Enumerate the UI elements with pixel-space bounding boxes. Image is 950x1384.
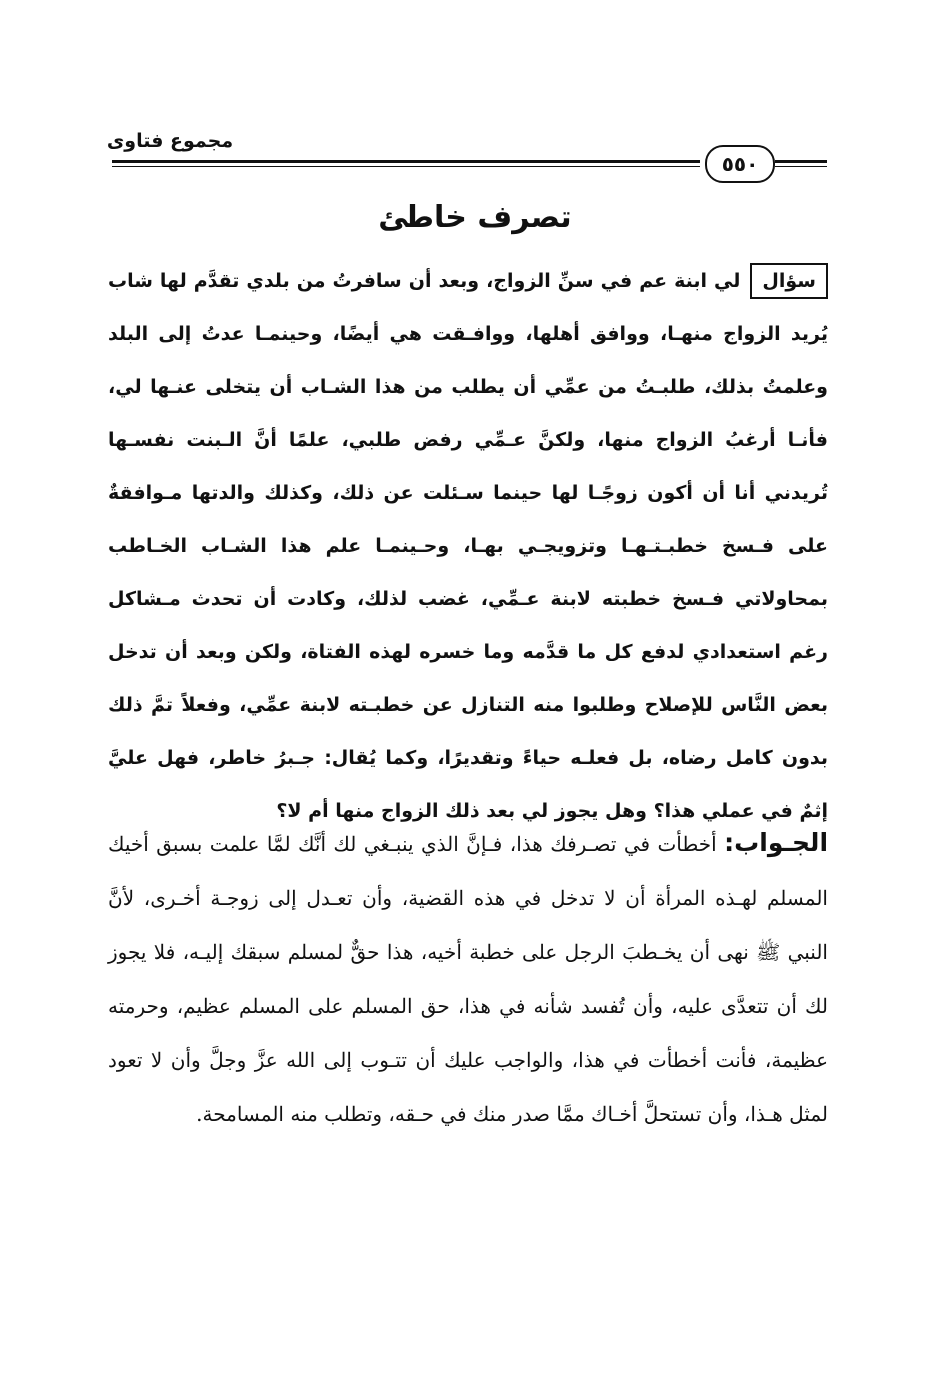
answer-paragraph bbox=[108, 816, 828, 1141]
question-paragraph bbox=[108, 255, 828, 838]
answer-label: الجـواب: bbox=[724, 828, 829, 857]
book-title: مجموع فتاوى bbox=[106, 130, 234, 152]
header-rule-short bbox=[775, 160, 827, 167]
page-number: ٥٥٠ bbox=[705, 145, 775, 183]
header-rule bbox=[112, 160, 700, 167]
question-text: لي ابنة عم في سنِّ الزواج، وبعد أن سافرتُ من بلدي تقدَّم لها شاب يُريد الزواج منهـا، ووافق أهلها، ووافـقت هي أيضًا، وحينمـا عدتُ إلى البلد وعلمتُ بذلك، طلبـتُ من عمِّي أن يطلب من هذا الشـاب أن يتخلى عنـها لي، فأنـا أرغبُ الزواج منها، ولكنَّ عـمِّي رفض طلبي، علمًا أنَّ الـبنت نفسـها تُريدني أنا أن أكون زوجًـا لها حينما سـئلت عن ذلك، وكذلك والدتها مـوافقةٌ على فـسخ خطبـتـهـا وتزويجـي بهـا، وحـينمـا علم هذا الشـاب الخـاطب بمحاولاتي فـسخ خطبته لابنة عـمِّي، غضب لذلك، وكادت أن تحدث مـشاكل رغم استعدادي لدفع كل ما قدَّمه وما خسره لهذه الفتاة، ولكن وبعد أن تدخل بعض النَّاس للإصلاح وطلبوا منه التنازل عن خطبـته لابنة عمِّي، وفعلاً تمَّ ذلك بدون كامل رضاه، بل فعلـه حياءً وتقديرًا، وكما يُقال: جـبرُ خاطر، فهل عليَّ إثمٌ في عملي هذا؟ وهل يجوز لي بعد ذلك الزواج منها أم لا؟ bbox=[108, 270, 828, 822]
question-label: سؤال bbox=[750, 263, 828, 299]
fatwa-title: تصرف خاطئ bbox=[378, 200, 572, 235]
answer-text: أخطأت في تصـرفك هذا، فـإنَّ الذي ينبـغي لك أنَّك لمَّا علمت بسبق أخيك المسلم لهـذه المرأة أن لا تدخل في هذه القضية، وأن تعـدل إلى زوجـة أخـرى، لأنَّ النبي ﷺ نهى أن يخـطبَ الرجل على خطبة أخيه، هذا حقٌّ لمسلم سبقك إليـه، فلا يجوز لك أن تتعدَّى عليه، وأن تُفسد شأنه في هذا، حق المسلم على المسلم عظيم، وحرمته عظيمة، فأنت أخطأت في هذا، والواجب عليك أن تتـوب إلى الله عزَّ وجلَّ وأن لا تعود لمثل هـذا، وأن تستحلَّ أخـاك ممَّا صدر منك في حـقه، وتطلب منه المسامحة. bbox=[108, 832, 828, 1126]
